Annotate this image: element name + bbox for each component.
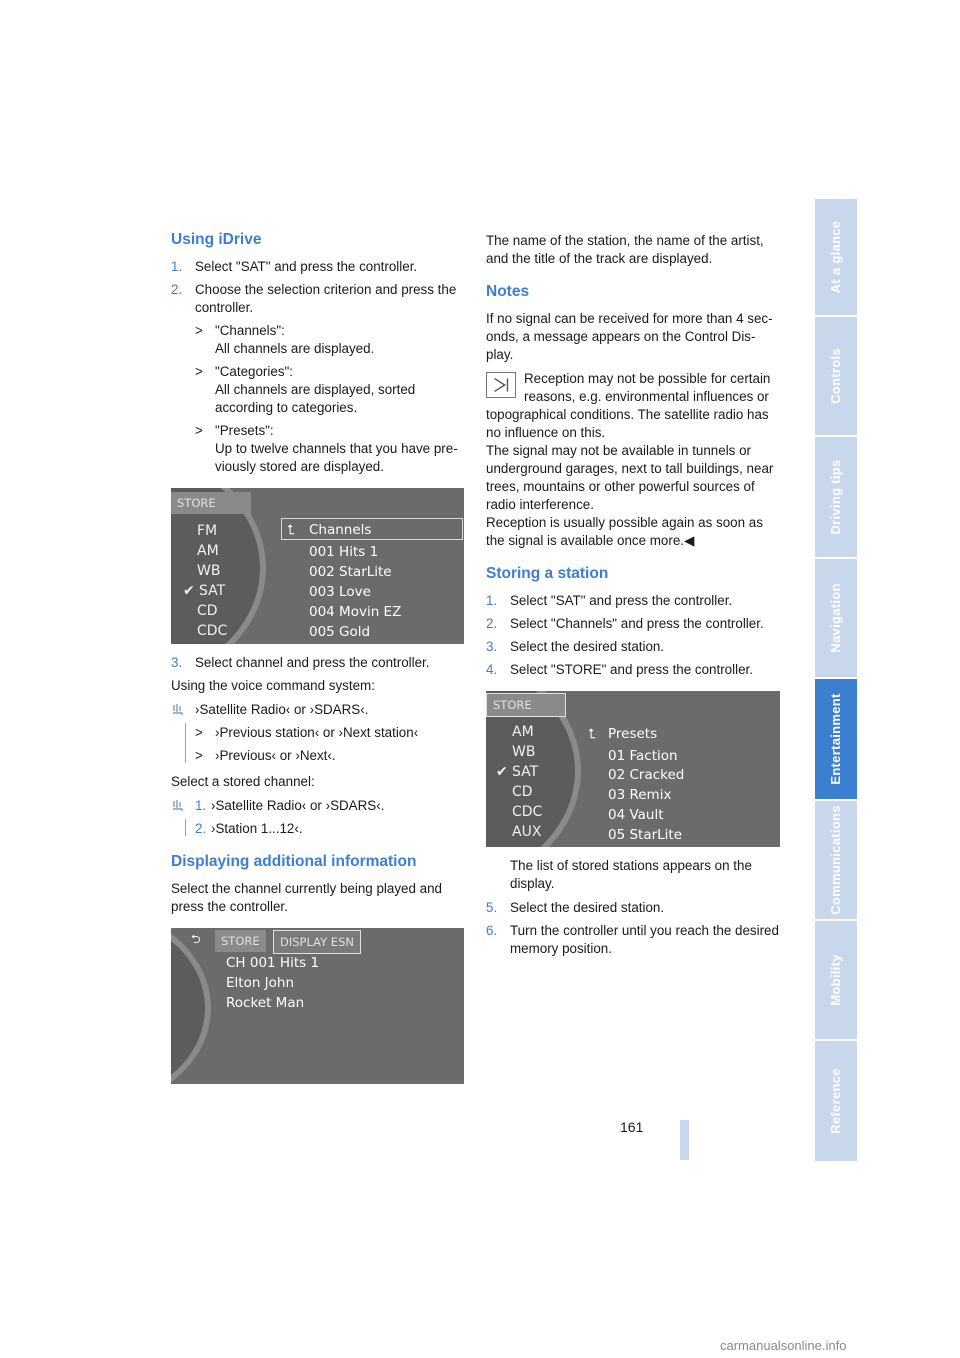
voice-commands-1: ›Satellite Radio‹ or ›SDARS‹. > ›Previous station‹ or ›Next station‹ > ›Previous‹ or ›Next‹. (171, 701, 466, 765)
note-block: Reception may not be possible for certain reasons, e.g. environmental influences or topographical conditions. The satellite radio has no influence on this. (486, 371, 771, 440)
notes-p1: If no signal can be received for more than 4 sec-onds, a message appears on the Control Dis-play. (486, 311, 773, 362)
tab-navigation[interactable]: Navigation (815, 557, 857, 677)
bullet-channels: > "Channels": All channels are displayed. (195, 323, 375, 356)
tab-entertainment[interactable]: Entertainment (815, 677, 857, 799)
right-column (486, 230, 782, 963)
tab-controls[interactable]: Controls (815, 315, 857, 435)
note-icon (486, 372, 516, 398)
store-step-1: 1. Select "SAT" and press the controller. (486, 593, 733, 608)
tab-communications[interactable]: Communications (815, 799, 857, 919)
heading-storing: Storing a station (486, 565, 609, 582)
notes-p4: Reception is usually possible again as soon as the signal is available once more.◀ (486, 515, 763, 548)
voice-command-icon (171, 799, 185, 813)
after-screen-text: The list of stored stations appears on the display. (510, 858, 752, 891)
page-number: 161 (620, 1119, 644, 1135)
store-step-4: 4. Select "STORE" and press the controller. (486, 662, 753, 677)
screen-channels: STORE FM AM WB ✔ SAT CD CDC ⮤ Channels 001 Hits 1 002 StarLite 003 Love 004 Movin EZ 005 Gold (171, 488, 464, 644)
voice-intro: Using the voice command system: (171, 678, 375, 693)
screen-display-esn: ⮌ STORE DISPLAY ESN CH 001 Hits 1 Elton John Rocket Man (171, 928, 464, 1084)
left-column (171, 230, 466, 1094)
check-icon: ✔ (183, 583, 195, 599)
voice-command-icon (171, 703, 185, 717)
heading-notes: Notes (486, 283, 530, 300)
step-3: 3. Select channel and press the controller. (171, 655, 430, 670)
screen-presets: STORE AM WB ✔ SAT CD CDC AUX ⮤ Presets 01 Faction 02 Cracked 03 Remix 04 Vault 05 StarLite (486, 691, 780, 847)
notes-p3: The signal may not be available in tunnels or underground garages, next to tall buildings, near trees, mountains or other powerful sources of radio interference. (486, 443, 774, 512)
tab-driving-tips[interactable]: Driving tips (815, 435, 857, 557)
voice-commands-2: 1. ›Satellite Radio‹ or ›SDARS‹. 2. ›Station 1...12‹. (171, 797, 466, 838)
store-step-5: 5. Select the desired station. (486, 900, 665, 915)
bullet-presets: > "Presets": Up to twelve channels that you have pre-viously stored are displayed. (195, 423, 458, 474)
return-icon: ⮤ (287, 522, 295, 538)
intro-text: The name of the station, the name of the artist, and the title of the track are displayed. (486, 233, 764, 266)
store-step-6: 6. Turn the controller until you reach the desired memory position. (486, 923, 779, 956)
footer-watermark: carmanualsonline.info (720, 1338, 847, 1353)
tab-at-a-glance[interactable]: At a glance (815, 197, 857, 315)
check-icon: ✔ (496, 764, 508, 780)
page-marker (680, 1120, 689, 1160)
bullet-categories: > "Categories": All channels are displayed, sorted according to categories. (195, 364, 416, 415)
tab-reference[interactable]: Reference (815, 1039, 857, 1161)
step-1: 1. Select "SAT" and press the controller. (171, 259, 418, 274)
store-step-2: 2. Select "Channels" and press the controller. (486, 616, 764, 631)
step-2: 2. Choose the selection criterion and press the controller. (171, 282, 457, 315)
return-icon: ⮤ (588, 726, 596, 742)
back-icon: ⮌ (191, 932, 201, 946)
select-stored: Select a stored channel: (171, 774, 315, 789)
heading-using-idrive: Using iDrive (171, 231, 262, 248)
tab-mobility[interactable]: Mobility (815, 919, 857, 1039)
heading-additional-info: Displaying additional information (171, 853, 417, 870)
store-step-3: 3. Select the desired station. (486, 639, 665, 654)
additional-text: Select the channel currently being played and press the controller. (171, 881, 442, 914)
